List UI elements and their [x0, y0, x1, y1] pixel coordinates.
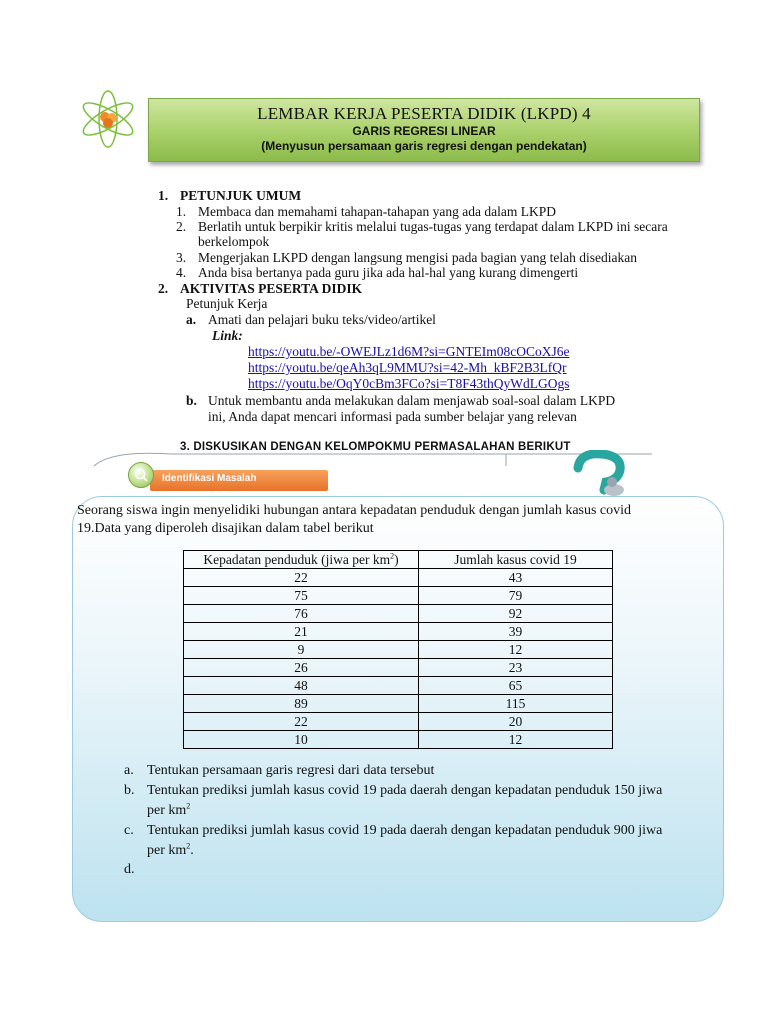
table-cell: 26 [184, 659, 419, 677]
page-subtitle-detail: (Menyusun persamaan garis regresi dengan pendekatan) [261, 139, 587, 153]
item-b-label: b. [186, 393, 197, 408]
table-header-cases: Jumlah kasus covid 19 [419, 551, 613, 569]
table-row [184, 623, 613, 641]
video-link-1[interactable]: https://youtu.be/-OWEJLz1d6M?si=GNTEIm08cOCoXJ6e [248, 344, 570, 359]
question-b: Tentukan prediksi jumlah kasus covid 19 pada daerah dengan kepadatan penduduk 150 jiwa [147, 783, 663, 798]
list-item: Berlatih untuk berpikir kritis melalui tugas-tugas yang terdapat dalam LKPD ini secara [198, 219, 668, 234]
table-cell: 12 [419, 731, 613, 749]
table-cell: 76 [184, 605, 419, 623]
section1-number: 1. [158, 188, 169, 203]
list-item-number: 2. [176, 219, 187, 234]
table-cell: 39 [419, 623, 613, 641]
table-row [184, 605, 613, 623]
question-c: Tentukan prediksi jumlah kasus covid 19 pada daerah dengan kepadatan penduduk 900 jiwa [147, 823, 663, 838]
table-cell: 9 [184, 641, 419, 659]
question-b-label: b. [124, 783, 135, 798]
section2-number: 2. [158, 281, 169, 296]
table-cell: 48 [184, 677, 419, 695]
question-a-label: a. [124, 763, 134, 778]
petunjuk-label: Petunjuk Kerja [186, 296, 268, 311]
table-cell: 23 [419, 659, 613, 677]
video-link-2[interactable]: https://youtu.be/qeAh3qL9MMU?si=42-Mh_kBF2B3LfQr [248, 360, 567, 375]
header-banner [148, 98, 700, 162]
table-row [184, 569, 613, 587]
density-header-close: ) [394, 551, 399, 567]
question-b-continuation [147, 801, 190, 821]
list-item: Mengerjakan LKPD dengan langsung mengisi pada bagian yang telah disediakan [198, 250, 638, 265]
problem-intro-line1: Seorang siswa ingin menyelidiki hubungan antara kepadatan penduduk dengan jumlah kasus covid [77, 503, 632, 518]
section2-title: AKTIVITAS PESERTA DIDIK [180, 281, 363, 296]
problem-intro [77, 502, 717, 538]
table-header-row [184, 551, 613, 569]
section1-title: PETUNJUK UMUM [180, 188, 302, 203]
identifikasi-badge-label: Identifikasi Masalah [162, 473, 257, 484]
table-cell: 75 [184, 587, 419, 605]
density-header-text: Kepadatan penduduk (jiwa per km [203, 551, 391, 567]
table-cell: 79 [419, 587, 613, 605]
table-row [184, 641, 613, 659]
page-title: LEMBAR KERJA PESERTA DIDIK (LKPD) 4 [257, 104, 591, 123]
table-cell: 12 [419, 641, 613, 659]
table-header-density [184, 551, 419, 569]
atom-logo-icon [78, 88, 138, 150]
table-cell: 22 [184, 569, 419, 587]
list-item: Membaca dan memahami tahapan-tahapan yang ada dalam LKPD [198, 204, 556, 219]
table-row [184, 587, 613, 605]
list-item-number: 1. [176, 204, 187, 219]
question-d-label: d. [124, 862, 135, 877]
question-c-end: . [190, 843, 194, 858]
table-cell: 10 [184, 731, 419, 749]
question-c-label: c. [124, 823, 134, 838]
item-a-text: Amati dan pelajari buku teks/video/artikel [208, 312, 436, 327]
table-cell: 65 [419, 677, 613, 695]
table-row [184, 731, 613, 749]
page-subtitle: GARIS REGRESI LINEAR [352, 124, 496, 138]
table-cell: 89 [184, 695, 419, 713]
question-c-unit-sup: 2 [186, 841, 191, 851]
section3-title: 3. DISKUSIKAN DENGAN KELOMPOKMU PERMASALAHAN BERIKUT [180, 441, 571, 453]
link-label: Link: [212, 328, 243, 343]
item-a-label: a. [186, 312, 197, 327]
list-item-continuation: berkelompok [198, 234, 270, 249]
table-cell: 43 [419, 569, 613, 587]
table-cell: 21 [184, 623, 419, 641]
table-row [184, 695, 613, 713]
table-cell: 92 [419, 605, 613, 623]
table-row [184, 713, 613, 731]
list-item: Anda bisa bertanya pada guru jika ada hal-hal yang kurang dimengerti [198, 265, 579, 280]
table-cell: 115 [419, 695, 613, 713]
table-cell: 22 [184, 713, 419, 731]
table-row [184, 677, 613, 695]
item-b-text: Untuk membantu anda melakukan dalam menjawab soal-soal dalam LKPD [208, 393, 616, 408]
item-b-text-continuation: ini, Anda dapat mencari informasi pada sumber belajar yang relevan [208, 409, 577, 424]
question-a: Tentukan persamaan garis regresi dari data tersebut [147, 763, 435, 778]
list-item-number: 4. [176, 265, 187, 280]
table-cell: 20 [419, 713, 613, 731]
question-b-unit-sup: 2 [186, 801, 191, 811]
video-link-3[interactable]: https://youtu.be/OqY0cBm3FCo?si=T8F43thQyWdLGOgs [248, 376, 570, 391]
question-mark-icon [570, 450, 640, 500]
magnifier-icon [128, 462, 154, 488]
data-table [183, 550, 613, 749]
density-header-sup: 2 [390, 551, 395, 560]
table-row [184, 659, 613, 677]
question-c-unit: per km [147, 843, 187, 858]
problem-intro-line2: 19.Data yang diperoleh disajikan dalam tabel berikut [77, 521, 374, 536]
list-item-number: 3. [176, 250, 187, 265]
question-b-unit: per km [147, 803, 187, 818]
question-c-continuation [147, 841, 194, 861]
